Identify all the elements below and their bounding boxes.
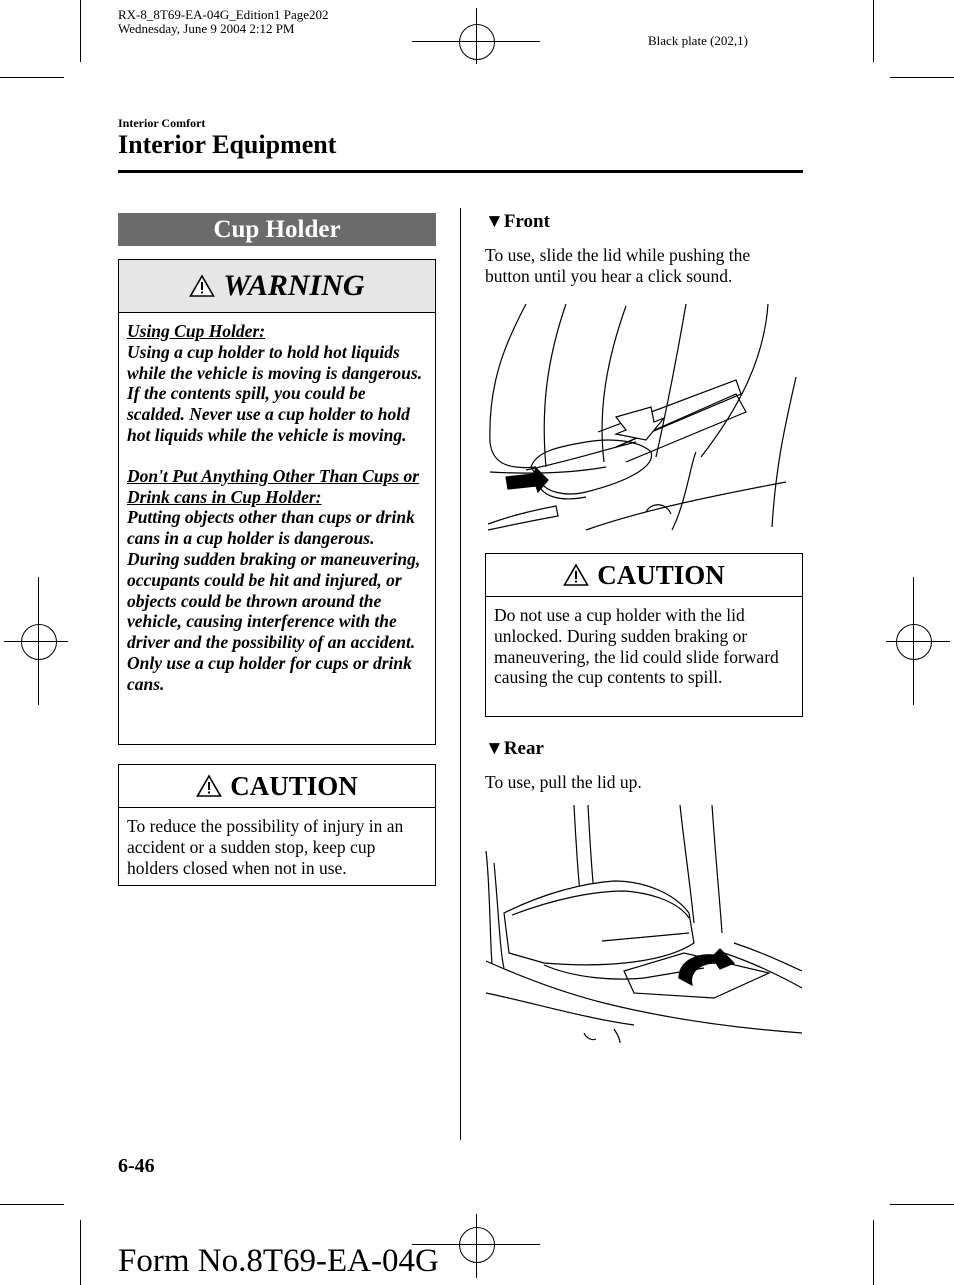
rear-cup-holder-illustration [484, 803, 802, 1043]
caution-header-left [119, 765, 435, 808]
front-heading [485, 211, 550, 233]
triangle-down-icon: ▼ [485, 211, 504, 232]
front-instructions: To use, slide the lid while pushing the button until you hear a click sound. [485, 245, 751, 286]
form-number: Form No.8T69-EA-04G [118, 1243, 439, 1279]
section-label: Interior Comfort [118, 116, 206, 130]
caution-body-right: Do not use a cup holder with the lid unlocked. During sudden braking or maneuvering, the lid could slide forward causing the cup contents to spill. [494, 605, 779, 688]
caution-triangle-icon [563, 563, 589, 587]
warning-p1-body: Using a cup holder to hold hot liquids while the vehicle is moving is dangerous. If the contents spill, you could be scalded. Never use a cup holder to hold hot liquids while the vehicle is moving. [127, 341, 423, 445]
warning-triangle-icon [189, 274, 215, 298]
caution-body-left: To reduce the possibility of injury in an accident or a sudden stop, keep cup holders closed when not in use. [127, 816, 404, 878]
rear-heading [485, 738, 544, 760]
front-cup-holder-illustration [486, 302, 802, 532]
warning-p1-title: Using Cup Holder: [127, 321, 266, 341]
caution-header-right [486, 554, 802, 597]
warning-body [119, 313, 435, 703]
warning-box [118, 259, 436, 745]
page-number: 6-46 [118, 1155, 155, 1177]
header-rule [118, 170, 803, 173]
triangle-down-icon: ▼ [485, 738, 504, 759]
warning-label: WARNING [223, 269, 365, 302]
page-title: Interior Equipment [118, 130, 337, 159]
prepress-plate: Black plate (202,1) [648, 33, 748, 48]
column-divider [460, 208, 461, 1140]
warning-p3-body: During sudden braking or maneuvering, occupants could be hit and injured, or objects could be thrown around the vehicle, causing interference with the driver and the possibility of an accident. Only use a cup holder for cups or drink cans. [127, 548, 421, 694]
rear-heading-text: Rear [503, 738, 544, 759]
prepress-timestamp: Wednesday, June 9 2004 2:12 PM [118, 21, 295, 36]
cup-holder-heading: Cup Holder [118, 213, 436, 246]
prepress-file-name: RX-8_8T69-EA-04G_Edition1 Page202 [118, 7, 329, 22]
caution-box-left [118, 764, 436, 886]
caution-label-right: CAUTION [597, 559, 725, 590]
front-heading-text: Front [503, 211, 550, 232]
rear-instructions: To use, pull the lid up. [485, 772, 642, 792]
warning-header [119, 260, 435, 313]
caution-label-left: CAUTION [230, 770, 358, 801]
warning-p2-title: Don't Put Anything Other Than Cups or Drink cans in Cup Holder: [127, 465, 420, 507]
caution-triangle-icon [196, 774, 222, 798]
caution-box-right [485, 553, 803, 717]
warning-p2-body: Putting objects other than cups or drink cans in a cup holder is dangerous. [127, 507, 415, 549]
